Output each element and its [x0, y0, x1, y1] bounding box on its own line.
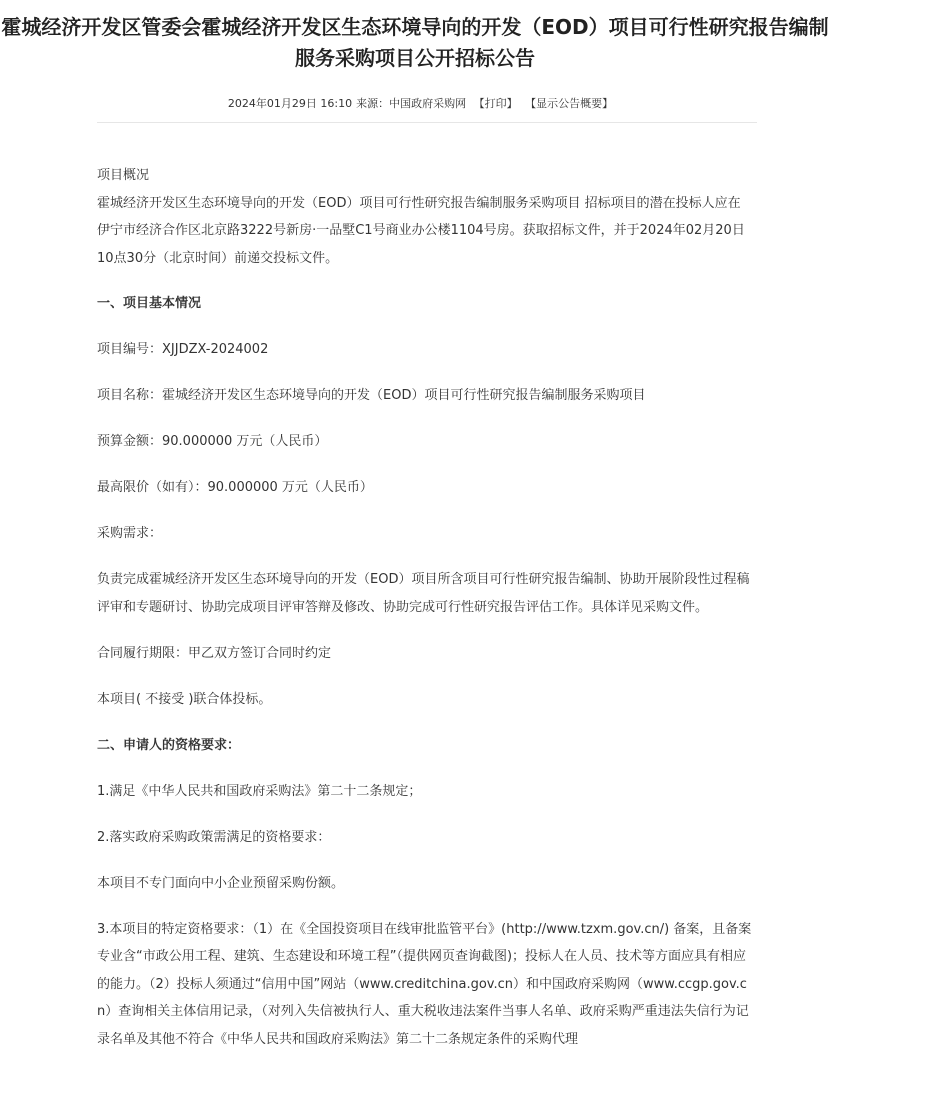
- max-price: 最高限价（如有）：90.000000 万元（人民币）: [97, 480, 373, 495]
- project-number: 项目编号：XJJDZX-2024002: [97, 342, 269, 357]
- overview-label: 项目概况: [97, 168, 150, 183]
- requirement-1: 1.满足《中华人民共和国政府采购法》第二十二条规定；: [97, 783, 422, 799]
- overview-text: 霍城经济开发区生态环境导向的开发（EOD）项目可行性研究报告编制服务采购项目 招标项目的潜在投标人应在伊宁市经济合作区北京路3222号新房·一品墅C1号商业办公楼1104号房。获取招标文件，并于2024年02月20日 10点30分（北京时间）前递交投标文件。: [97, 195, 745, 266]
- budget-amount: 预算金额：90.000000 万元（人民币）: [97, 434, 328, 449]
- publish-date: 2024年01月29日 16:10: [227, 97, 353, 110]
- show-summary-link[interactable]: 【显示公告概要】: [525, 97, 614, 110]
- demand-label: 采购需求：: [97, 526, 163, 541]
- requirement-3: 3.本项目的特定资格要求：（1）在《全国投资项目在线审批监管平台》(http://www.tzxm.gov.cn/) 备案，且备案专业含“市政公用工程、建筑、生态建设和环境工程”（提供网页查询截图)；投标人在人员、技术等方面应具有相应的能力。（2）投标人须通过“信用中国”网站（www.creditchina.gov.cn）和中国政府采购网（www.ccgp.gov.cn）查询相关主体信用记录，（对列入失信被执行人、重大税收违法案件当事人名单、政府采购严重违法失信行为记录名单及其他不符合《中华人民共和国政府采购法》第二十二条规定条件的采购代理: [97, 921, 752, 1047]
- title-divider: [97, 122, 757, 123]
- page-title: 霍城经济开发区管委会霍城经济开发区生态环境导向的开发（EOD）项目可行性研究报告编制服务采购项目公开招标公告: [1, 15, 829, 70]
- article-meta: [0, 95, 845, 111]
- overview-block: [97, 162, 752, 272]
- requirement-2-text: 本项目不专门面向中小企业预留采购份额。: [97, 875, 345, 891]
- article-body: [97, 162, 752, 1072]
- print-link[interactable]: 【打印】: [473, 97, 518, 110]
- project-name: 项目名称：霍城经济开发区生态环境导向的开发（EOD）项目可行性研究报告编制服务采购项目: [97, 388, 646, 403]
- contract-period: 合同履行期限：甲乙双方签订合同时约定: [97, 645, 332, 661]
- section2-heading: 二、申请人的资格要求：: [97, 737, 241, 753]
- consortium-note: 本项目( 不接受 )联合体投标。: [97, 691, 272, 707]
- source-label: 来源：中国政府采购网: [356, 97, 467, 110]
- demand-text: 负责完成霍城经济开发区生态环境导向的开发（EOD）项目所含项目可行性研究报告编制、协助开展阶段性过程稿评审和专题研讨、协助完成项目评审答辩及修改、协助完成可行性研究报告评估工作。具体详见采购文件。: [97, 572, 750, 615]
- section1-heading: 一、项目基本情况: [97, 296, 202, 311]
- requirement-2: 2.落实政府采购政策需满足的资格要求：: [97, 829, 331, 845]
